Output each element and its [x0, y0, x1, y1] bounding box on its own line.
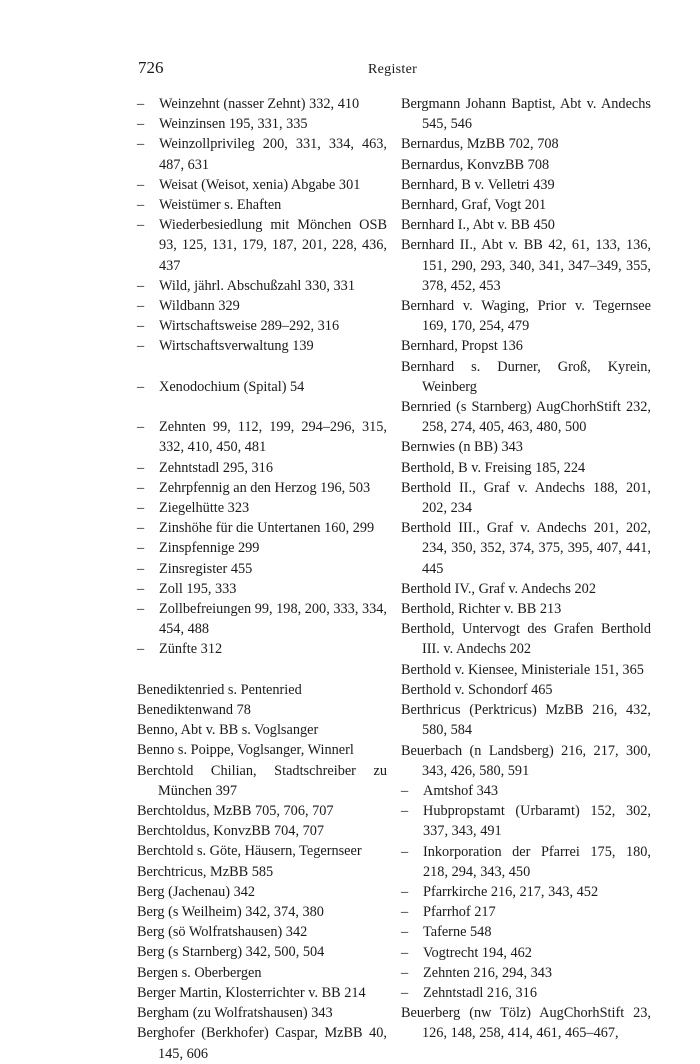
subentry-dash: – — [401, 843, 409, 860]
index-subentry — [401, 781, 651, 801]
subentry-dash: – — [401, 944, 409, 961]
index-subentry — [137, 498, 387, 518]
subentry-dash: – — [401, 883, 409, 900]
subentry-dash: – — [137, 116, 145, 133]
index-subentry — [137, 276, 387, 296]
index-subentry — [401, 983, 651, 1003]
entry-text: Bernhard, Graf, Vogt 201 — [401, 197, 547, 214]
page-number: 726 — [138, 58, 164, 77]
subentry-dash: – — [401, 984, 409, 1001]
index-subentry — [137, 639, 387, 659]
index-subentry — [401, 842, 651, 882]
entry-text: Berthold v. Schondorf 465 — [401, 681, 553, 698]
subentry-dash: – — [401, 924, 409, 941]
entry-text: Zehrpfennig an den Herzog 196, 503 — [159, 479, 371, 496]
subentry-dash: – — [137, 378, 145, 395]
entry-text: Weinzollprivileg 200, 331, 334, 463, 487, 631 — [159, 136, 387, 173]
entry-text: Bernhard I., Abt v. BB 450 — [401, 217, 555, 234]
index-entry — [137, 720, 387, 740]
subentry-dash: – — [137, 479, 145, 496]
index-subentry — [137, 559, 387, 579]
index-entry — [401, 660, 651, 680]
index-subentry — [401, 943, 651, 963]
entry-text: Bernwies (n BB) 343 — [401, 439, 523, 456]
index-entry — [137, 862, 387, 882]
index-entry — [137, 902, 387, 922]
entry-text: Bernhard II., Abt v. BB 42, 61, 133, 136, 151, 290, 293, 340, 341, 347–349, 355, 378, 452, 453 — [401, 237, 651, 294]
subentry-dash: – — [137, 277, 145, 294]
index-entry — [137, 983, 387, 1003]
subentry-dash: – — [137, 176, 145, 193]
index-subentry — [137, 538, 387, 558]
entry-text: Vogtrecht 194, 462 — [423, 944, 532, 961]
entry-text: Berthold, Untervogt des Grafen Berthold III. v. Andechs 202 — [401, 621, 651, 658]
index-entry — [401, 175, 651, 195]
index-entry — [137, 841, 387, 861]
index-entry — [137, 761, 387, 801]
subentry-dash: – — [401, 782, 409, 799]
entry-text: Zinshöhe für die Untertanen 160, 299 — [159, 520, 375, 537]
subentry-dash: – — [137, 500, 145, 517]
index-column-right — [401, 94, 651, 1044]
entry-text: Bergham (zu Wolfratshausen) 343 — [137, 1005, 333, 1022]
entry-text: Wirtschaftsverwaltung 139 — [159, 338, 314, 355]
index-entry — [401, 1003, 651, 1043]
entry-text: Pfarrhof 217 — [423, 904, 496, 921]
entry-text: Benno, Abt v. BB s. Voglsanger — [137, 722, 319, 739]
index-subentry — [137, 114, 387, 134]
entry-text: Bernhard v. Waging, Prior v. Tegernsee 169, 170, 254, 479 — [401, 298, 651, 335]
entry-text: Berg (sö Wolfratshausen) 342 — [137, 924, 308, 941]
subentry-dash: – — [137, 338, 145, 355]
entry-text: Wild, jährl. Abschußzahl 330, 331 — [159, 277, 355, 294]
index-subentry — [137, 478, 387, 498]
section-gap — [137, 357, 387, 377]
entry-text: Berchtold Chilian, Stadtschreiber zu München 397 — [137, 762, 387, 799]
subentry-dash: – — [137, 96, 145, 112]
index-entry — [137, 922, 387, 942]
entry-text: Zehntstadl 216, 316 — [423, 984, 537, 1001]
subentry-dash: – — [137, 459, 145, 476]
index-entry — [401, 94, 651, 134]
entry-text: Berthold, Richter v. BB 213 — [401, 601, 562, 618]
index-entry — [401, 579, 651, 599]
entry-text: Bernardus, MzBB 702, 708 — [401, 136, 559, 153]
entry-text: Bergen s. Oberbergen — [137, 964, 262, 981]
subentry-dash: – — [137, 136, 145, 153]
entry-text: Weinzinsen 195, 331, 335 — [159, 116, 308, 133]
index-entry — [401, 619, 651, 659]
index-entry — [137, 700, 387, 720]
entry-text: Zünfte 312 — [159, 641, 223, 658]
subentry-dash: – — [137, 419, 145, 436]
entry-text: Berger Martin, Klosterrichter v. BB 214 — [137, 984, 366, 1001]
index-subentry — [137, 518, 387, 538]
index-entry — [137, 740, 387, 760]
subentry-dash: – — [137, 217, 145, 234]
subentry-dash: – — [137, 197, 145, 214]
subentry-dash: – — [137, 318, 145, 335]
index-entry — [137, 801, 387, 821]
section-gap — [137, 397, 387, 417]
entry-text: Hubpropstamt (Urbaramt) 152, 302, 337, 343, 491 — [423, 803, 651, 840]
index-subentry — [137, 175, 387, 195]
subentry-dash: – — [401, 803, 409, 820]
entry-text: Wirtschaftsweise 289–292, 316 — [159, 318, 340, 335]
index-subentry — [401, 922, 651, 942]
index-subentry — [137, 316, 387, 336]
entry-text: Zoll 195, 333 — [159, 580, 237, 597]
index-subentry — [137, 599, 387, 639]
subentry-dash: – — [137, 560, 145, 577]
index-subentry — [137, 296, 387, 316]
entry-text: Weisat (Weisot, xenia) Abgabe 301 — [159, 176, 361, 193]
entry-text: Berthold v. Kiensee, Ministeriale 151, 365 — [401, 661, 644, 678]
index-subentry — [401, 902, 651, 922]
entry-text: Amtshof 343 — [423, 782, 499, 799]
entry-text: Pfarrkirche 216, 217, 343, 452 — [423, 883, 599, 900]
entry-text: Bernardus, KonvzBB 708 — [401, 156, 550, 173]
entry-text: Zinspfennige 299 — [159, 540, 260, 557]
index-entry — [401, 741, 651, 781]
entry-text: Berghofer (Berkhofer) Caspar, MzBB 40, 145, 606 — [137, 1025, 387, 1062]
subentry-dash: – — [401, 904, 409, 921]
index-subentry — [137, 134, 387, 174]
index-subentry — [137, 377, 387, 397]
subentry-dash: – — [137, 520, 145, 537]
index-entry — [137, 1023, 387, 1063]
index-entry — [401, 478, 651, 518]
index-subentry — [137, 458, 387, 478]
running-head: Register — [368, 62, 418, 77]
entry-text: Weistümer s. Ehaften — [159, 197, 282, 214]
subentry-dash: – — [137, 580, 145, 597]
index-subentry — [401, 801, 651, 841]
entry-text: Zinsregister 455 — [159, 560, 253, 577]
subentry-dash: – — [137, 641, 145, 658]
subentry-dash: – — [137, 298, 145, 315]
entry-text: Berthold IV., Graf v. Andechs 202 — [401, 580, 596, 597]
entry-text: Benno s. Poippe, Voglsanger, Winnerl — [137, 742, 354, 759]
entry-text: Zehntstadl 295, 316 — [159, 459, 273, 476]
entry-text: Berg (Jachenau) 342 — [137, 883, 256, 900]
entry-text: Berthold, B v. Freising 185, 224 — [401, 459, 586, 476]
index-entry — [137, 821, 387, 841]
entry-text: Beuerberg (nw Tölz) AugChorhStift 23, 126, 148, 258, 414, 461, 465–467, — [401, 1005, 651, 1042]
index-entry — [137, 963, 387, 983]
index-entry — [137, 942, 387, 962]
index-entry — [401, 397, 651, 437]
index-entry — [401, 518, 651, 579]
entry-text: Beuerbach (n Landsberg) 216, 217, 300, 343, 426, 580, 591 — [401, 742, 651, 779]
entry-text: Berthold III., Graf v. Andechs 201, 202, 234, 350, 352, 374, 375, 395, 407, 441, 445 — [401, 520, 651, 577]
index-entry — [401, 195, 651, 215]
index-entry — [401, 155, 651, 175]
entry-text: Berg (s Weilheim) 342, 374, 380 — [137, 904, 324, 921]
index-subentry — [137, 336, 387, 356]
entry-text: Wiederbesiedlung mit Mönchen OSB 93, 125, 131, 179, 187, 201, 228, 436, 437 — [159, 217, 387, 274]
entry-text: Bernhard, B v. Velletri 439 — [401, 176, 555, 193]
entry-text: Bernhard, Propst 136 — [401, 338, 523, 355]
index-subentry — [401, 882, 651, 902]
entry-text: Benediktenwand 78 — [137, 702, 251, 719]
subentry-dash: – — [137, 601, 145, 618]
index-entry — [401, 134, 651, 154]
index-entry — [137, 882, 387, 902]
entry-text: Taferne 548 — [423, 924, 492, 941]
subentry-dash: – — [137, 540, 145, 557]
section-gap — [137, 660, 387, 680]
index-subentry — [137, 195, 387, 215]
index-subentry — [401, 963, 651, 983]
entry-text: Berchtoldus, KonvzBB 704, 707 — [137, 823, 325, 840]
entry-text: Bernhard s. Durner, Groß, Kyrein, Weinberg — [401, 358, 651, 395]
entry-text: Zollbefreiungen 99, 198, 200, 333, 334, 454, 488 — [159, 601, 387, 638]
entry-text: Berchtold s. Göte, Häusern, Tegernseer — [137, 843, 362, 860]
index-entry — [401, 357, 651, 397]
index-subentry — [137, 215, 387, 276]
index-entry — [137, 680, 387, 700]
entry-text: Bernried (s Starnberg) AugChorhStift 232, 258, 274, 405, 463, 480, 500 — [401, 399, 651, 436]
entry-text: Weinzehnt (nasser Zehnt) 332, 410 — [159, 96, 360, 112]
entry-text: Benediktenried s. Pentenried — [137, 681, 302, 698]
index-entry — [401, 215, 651, 235]
index-entry — [401, 700, 651, 740]
entry-text: Zehnten 99, 112, 199, 294–296, 315, 332, 410, 450, 481 — [159, 419, 387, 456]
index-entry — [401, 336, 651, 356]
entry-text: Berthold II., Graf v. Andechs 188, 201, 202, 234 — [401, 479, 651, 517]
subentry-dash: – — [401, 964, 409, 981]
index-entry — [401, 296, 651, 336]
entry-text: Ziegelhütte 323 — [159, 500, 250, 517]
entry-text: Xenodochium (Spital) 54 — [159, 378, 305, 395]
index-subentry — [137, 94, 387, 114]
index-entry — [401, 458, 651, 478]
index-entry — [401, 680, 651, 700]
index-entry — [401, 437, 651, 457]
entry-text: Berg (s Starnberg) 342, 500, 504 — [137, 944, 325, 961]
entry-text: Berthricus (Perktricus) MzBB 216, 432, 580, 584 — [401, 702, 651, 739]
entry-text: Bergmann Johann Baptist, Abt v. Andechs 545, 546 — [401, 96, 651, 133]
index-entry — [137, 1003, 387, 1023]
index-entry — [401, 235, 651, 296]
index-entry — [401, 599, 651, 619]
entry-text: Inkorporation der Pfarrei 175, 180, 218, 294, 343, 450 — [423, 843, 651, 880]
entry-text: Wildbann 329 — [159, 298, 240, 315]
entry-text: Zehnten 216, 294, 343 — [423, 964, 553, 981]
index-subentry — [137, 417, 387, 457]
entry-text: Berchtoldus, MzBB 705, 706, 707 — [137, 803, 334, 820]
entry-text: Berchtricus, MzBB 585 — [137, 863, 274, 880]
index-subentry — [137, 579, 387, 599]
index-column-left — [137, 94, 387, 1064]
